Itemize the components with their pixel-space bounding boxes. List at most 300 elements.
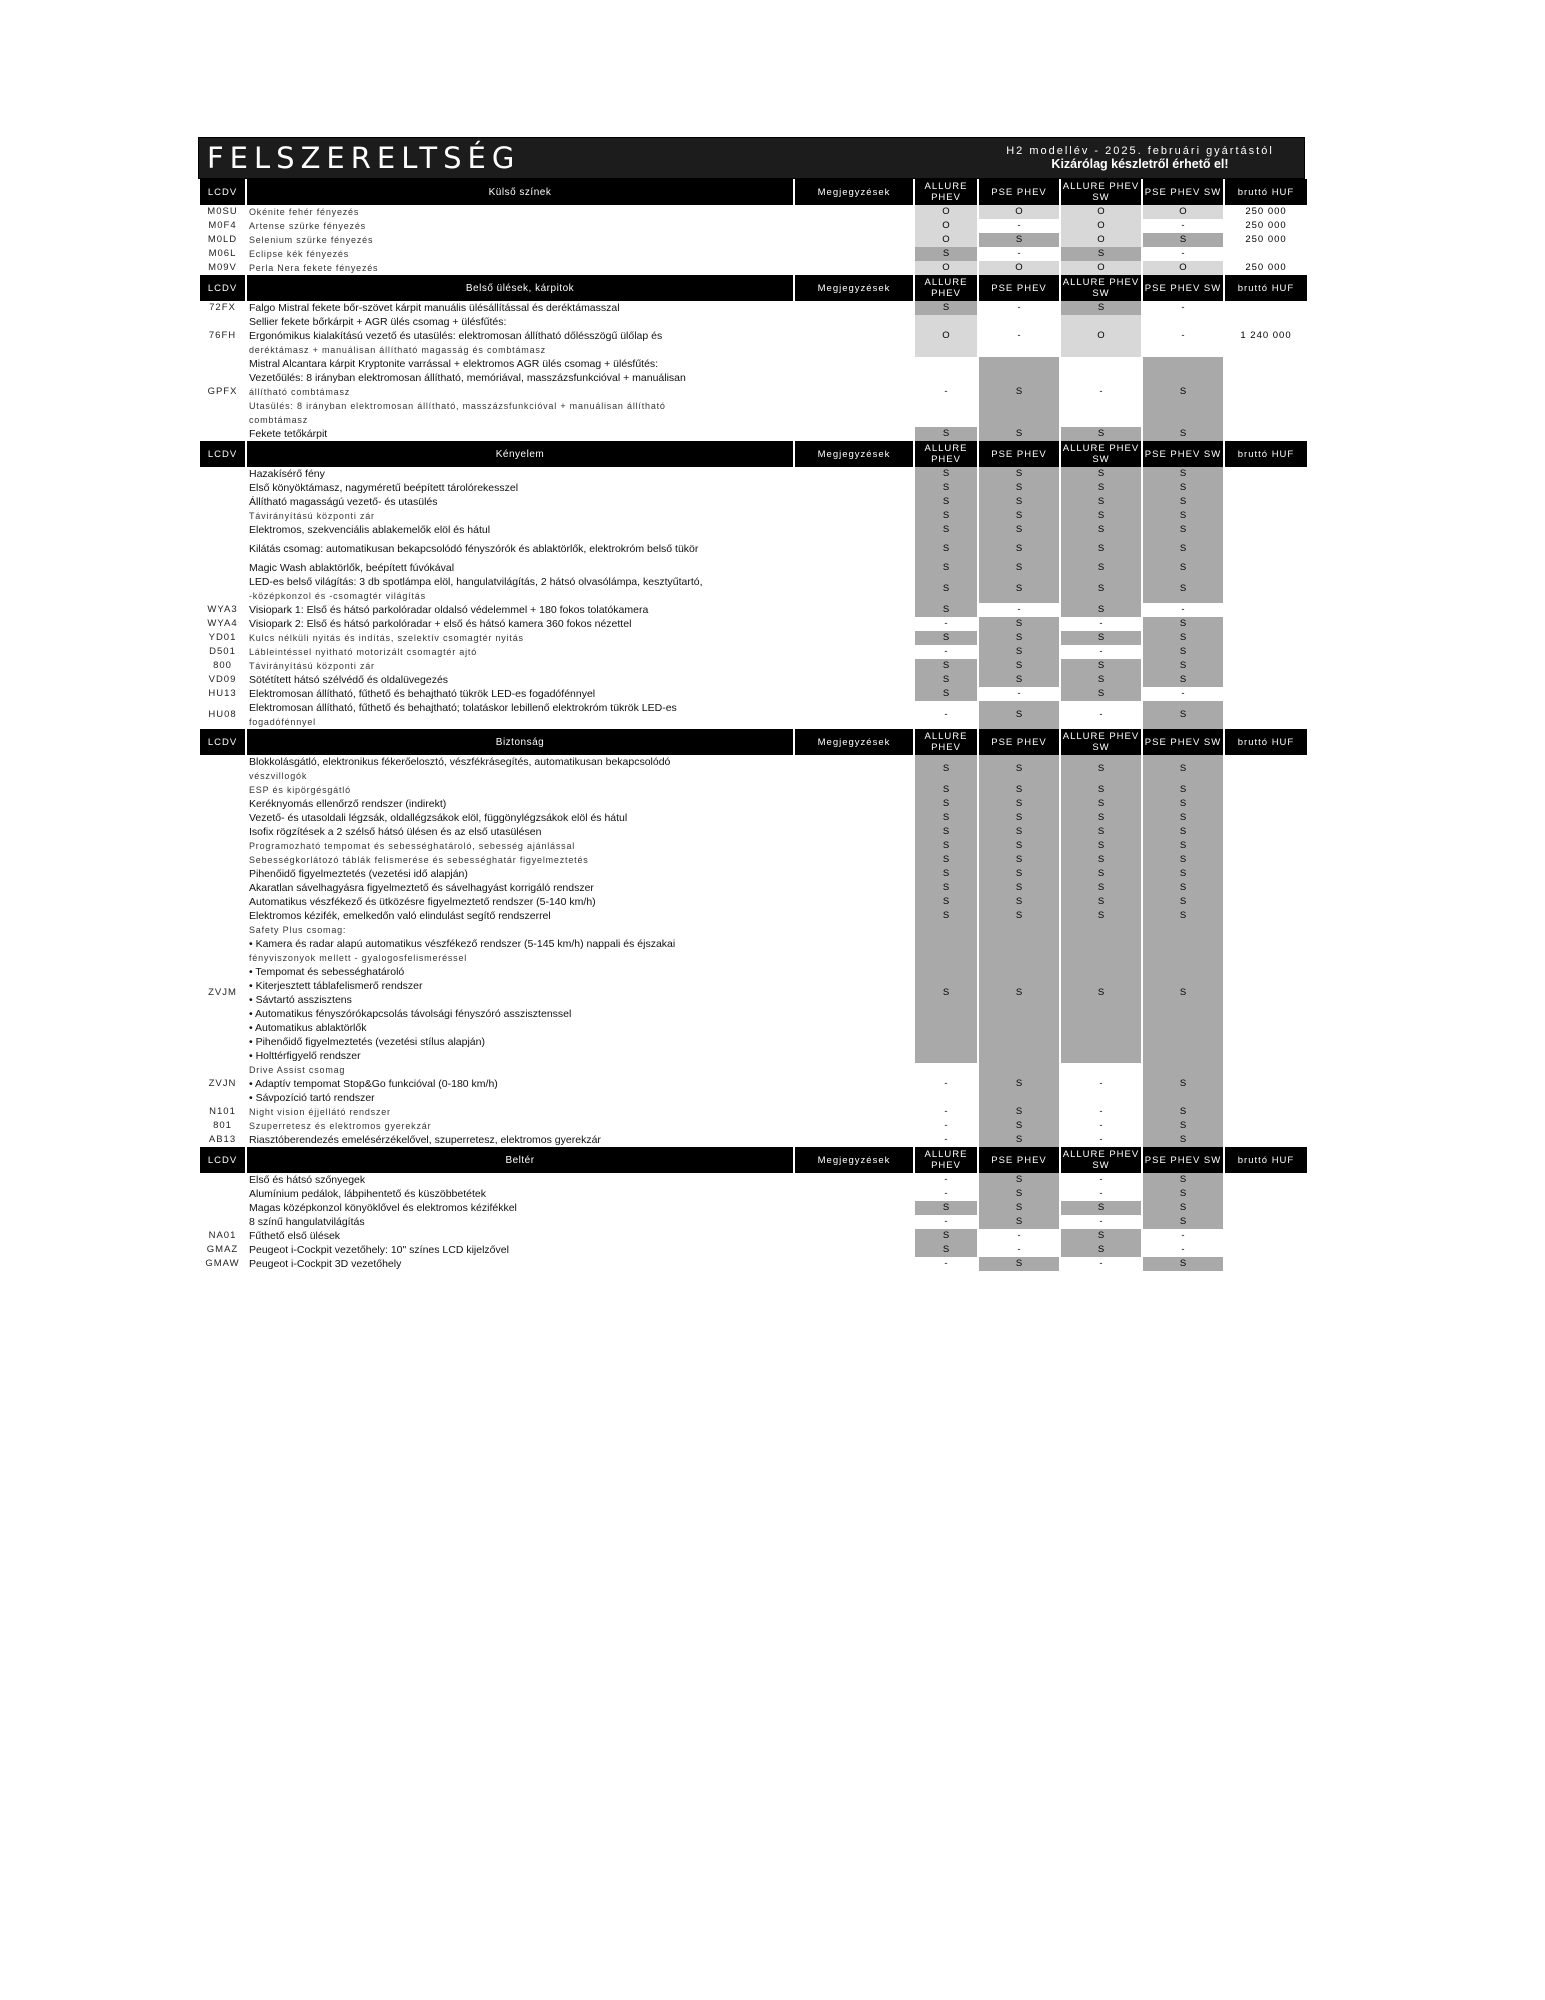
value-allure-phev-sw: S: [1061, 603, 1141, 617]
feature-description: [247, 881, 793, 895]
lcdv-code: WYA3: [207, 604, 238, 615]
lcdv-code: [200, 1201, 245, 1215]
description-line: Lábleintéssel nyitható motorizált csomagtér ajtó: [249, 647, 477, 657]
description-line: Selenium szürke fényezés: [249, 235, 374, 245]
lcdv-code: D501: [209, 646, 236, 657]
value-pse-phev: -: [979, 687, 1059, 701]
value-pse-phev-sw: S: [1143, 783, 1223, 797]
description-line: Riasztóberendezés emelésérzékelővel, szuperretesz, elektromos gyerekzár: [249, 1134, 601, 1146]
table-row: [200, 867, 1307, 881]
table-row: [200, 481, 1307, 495]
table-row: [200, 687, 1307, 701]
description-line: Perla Nera fekete fényezés: [249, 263, 379, 273]
value-pse-phev: -: [979, 603, 1059, 617]
value-allure-phev-sw: S: [1061, 301, 1141, 315]
value-pse-phev: S: [979, 233, 1059, 247]
table-row: [200, 673, 1307, 687]
value-allure-phev-sw: S: [1061, 811, 1141, 825]
value-pse-phev-sw: S: [1143, 427, 1223, 441]
description-line: Magic Wash ablaktörlők, beépített fúvókával: [249, 562, 455, 574]
value-allure-phev-sw: S: [1061, 895, 1141, 909]
value-pse-phev: S: [979, 701, 1059, 729]
value-pse-phev: S: [979, 1215, 1059, 1229]
value-pse-phev: S: [979, 797, 1059, 811]
price-cell: [1225, 631, 1307, 645]
value-pse-phev-sw: S: [1143, 755, 1223, 783]
lcdv-code: [200, 427, 245, 441]
feature-description: [247, 233, 793, 247]
lcdv-code: [200, 1187, 245, 1201]
lcdv-code: [200, 1173, 245, 1187]
value-allure-phev: S: [915, 603, 977, 617]
feature-description: [247, 481, 793, 495]
feature-description: [247, 261, 793, 275]
table-row: [200, 881, 1307, 895]
header-code: LCDV: [200, 441, 245, 467]
value-allure-phev: -: [915, 1133, 977, 1147]
description-line: Peugeot i-Cockpit vezetőhely: 10" színes LCD kijelzővel: [249, 1244, 509, 1256]
table-row: [200, 1105, 1307, 1119]
feature-description: [247, 1215, 793, 1229]
value-pse-phev: S: [979, 561, 1059, 575]
feature-description: [247, 1133, 793, 1147]
table-row: [200, 839, 1307, 853]
value-allure-phev-sw: S: [1061, 523, 1141, 537]
value-allure-phev: S: [915, 811, 977, 825]
price-cell: [1225, 575, 1307, 603]
value-allure-phev-sw: S: [1061, 881, 1141, 895]
header-price: bruttó HUF: [1225, 729, 1307, 755]
value-pse-phev: S: [979, 509, 1059, 523]
table-row: [200, 1133, 1307, 1147]
description-line: Fekete tetőkárpit: [249, 428, 328, 440]
table-row: [200, 617, 1307, 631]
value-allure-phev-sw: S: [1061, 659, 1141, 673]
remarks-cell: [795, 825, 913, 839]
feature-description: [247, 783, 793, 797]
header-trim-allure-phev: ALLURE PHEV: [915, 179, 977, 205]
value-pse-phev: -: [979, 247, 1059, 261]
value-allure-phev-sw: S: [1061, 1201, 1141, 1215]
price-cell: [1225, 617, 1307, 631]
lcdv-code: M0LD: [207, 234, 238, 245]
value-allure-phev-sw: -: [1061, 1063, 1141, 1105]
value-allure-phev: O: [915, 205, 977, 219]
value-allure-phev: S: [915, 909, 977, 923]
table-row: [200, 315, 1307, 357]
value-allure-phev-sw: S: [1061, 1229, 1141, 1243]
lcdv-code: GPFX: [207, 386, 238, 397]
value-allure-phev-sw: S: [1061, 561, 1141, 575]
lcdv-code: [200, 811, 245, 825]
value-allure-phev-sw: S: [1061, 673, 1141, 687]
price-cell: [1225, 1215, 1307, 1229]
value-pse-phev-sw: S: [1143, 537, 1223, 561]
title-bar: [198, 137, 1305, 179]
value-allure-phev-sw: S: [1061, 687, 1141, 701]
remarks-cell: [795, 603, 913, 617]
feature-description: [247, 645, 793, 659]
value-pse-phev: S: [979, 755, 1059, 783]
feature-description: [247, 315, 793, 357]
price-cell: [1225, 1257, 1307, 1271]
value-allure-phev-sw: -: [1061, 645, 1141, 659]
description-line: • Automatikus ablaktörlők: [249, 1022, 367, 1034]
value-allure-phev: -: [915, 357, 977, 427]
price-cell: [1225, 561, 1307, 575]
remarks-cell: [795, 755, 913, 783]
value-pse-phev-sw: S: [1143, 895, 1223, 909]
description-line: Safety Plus csomag:: [249, 925, 347, 935]
value-pse-phev-sw: S: [1143, 825, 1223, 839]
table-row: [200, 1257, 1307, 1271]
description-line: Falgo Mistral fekete bőr-szövet kárpit manuális ülésállítással és deréktámasszal: [249, 302, 620, 314]
description-line: ESP és kipörgésgátló: [249, 785, 351, 795]
description-line: • Sávpozíció tartó rendszer: [249, 1092, 375, 1104]
value-pse-phev: S: [979, 909, 1059, 923]
value-allure-phev: S: [915, 631, 977, 645]
value-pse-phev: S: [979, 1187, 1059, 1201]
value-pse-phev-sw: S: [1143, 839, 1223, 853]
table-row: [200, 495, 1307, 509]
price-cell: [1225, 673, 1307, 687]
table-row: [200, 1229, 1307, 1243]
value-allure-phev-sw: S: [1061, 537, 1141, 561]
value-pse-phev: S: [979, 1173, 1059, 1187]
value-pse-phev-sw: S: [1143, 1133, 1223, 1147]
description-line: Sötétített hátsó szélvédő és oldalüvegezés: [249, 674, 449, 686]
value-pse-phev-sw: S: [1143, 481, 1223, 495]
value-allure-phev: -: [915, 1257, 977, 1271]
description-line: 8 színű hangulatvilágítás: [249, 1216, 365, 1228]
table-row: [200, 1201, 1307, 1215]
remarks-cell: [795, 687, 913, 701]
lcdv-code: [200, 783, 245, 797]
lcdv-code: GMAZ: [206, 1244, 239, 1255]
value-allure-phev: S: [915, 797, 977, 811]
value-pse-phev-sw: S: [1143, 701, 1223, 729]
value-allure-phev: S: [915, 495, 977, 509]
lcdv-code: N101: [209, 1106, 236, 1117]
value-pse-phev: S: [979, 783, 1059, 797]
feature-description: [247, 247, 793, 261]
header-remarks: Megjegyzések: [795, 179, 913, 205]
feature-description: [247, 853, 793, 867]
value-allure-phev-sw: -: [1061, 617, 1141, 631]
lcdv-code: [200, 467, 245, 481]
value-pse-phev-sw: S: [1143, 867, 1223, 881]
value-allure-phev-sw: O: [1061, 205, 1141, 219]
value-pse-phev: S: [979, 523, 1059, 537]
value-pse-phev: S: [979, 1063, 1059, 1105]
value-pse-phev-sw: S: [1143, 575, 1223, 603]
description-line: Kulcs nélküli nyitás és indítás, szelektív csomagtér nyitás: [249, 633, 524, 643]
table-row: [200, 1063, 1307, 1105]
value-pse-phev: S: [979, 1201, 1059, 1215]
feature-description: [247, 1119, 793, 1133]
table-row: [200, 1119, 1307, 1133]
price-cell: [1225, 881, 1307, 895]
value-allure-phev-sw: -: [1061, 701, 1141, 729]
description-line: Elektromosan állítható, fűthető és behajtható tükrök LED-es fogadófénnyel: [249, 688, 596, 700]
value-allure-phev-sw: S: [1061, 509, 1141, 523]
value-allure-phev-sw: S: [1061, 467, 1141, 481]
description-line: Sebességkorlátozó táblák felismerése és sebességhatár figyelmeztetés: [249, 855, 589, 865]
remarks-cell: [795, 811, 913, 825]
value-pse-phev: S: [979, 427, 1059, 441]
value-pse-phev: S: [979, 1119, 1059, 1133]
feature-description: [247, 301, 793, 315]
value-pse-phev-sw: S: [1143, 495, 1223, 509]
table-row: [200, 825, 1307, 839]
value-allure-phev: S: [915, 687, 977, 701]
section-title: Külső színek: [247, 179, 793, 205]
remarks-cell: [795, 261, 913, 275]
remarks-cell: [795, 1257, 913, 1271]
value-allure-phev-sw: O: [1061, 261, 1141, 275]
feature-description: [247, 923, 793, 1063]
header-code: LCDV: [200, 275, 245, 301]
feature-description: [247, 839, 793, 853]
header-remarks: Megjegyzések: [795, 1147, 913, 1173]
description-line: • Automatikus fényszórókapcsolás távolsági fényszóró asszisztenssel: [249, 1008, 572, 1020]
value-pse-phev-sw: S: [1143, 523, 1223, 537]
value-allure-phev: S: [915, 537, 977, 561]
table-row: [200, 783, 1307, 797]
table-row: [200, 603, 1307, 617]
remarks-cell: [795, 631, 913, 645]
table-row: [200, 509, 1307, 523]
description-line: • Sávtartó asszisztens: [249, 994, 352, 1006]
feature-description: [247, 603, 793, 617]
value-allure-phev-sw: -: [1061, 357, 1141, 427]
value-allure-phev: -: [915, 1215, 977, 1229]
value-allure-phev: O: [915, 219, 977, 233]
value-allure-phev: S: [915, 509, 977, 523]
price-cell: [1225, 357, 1307, 427]
header-trim-pse-phev: PSE PHEV: [979, 179, 1059, 205]
feature-description: [247, 1187, 793, 1201]
remarks-cell: [795, 509, 913, 523]
description-line: Vezetőülés: 8 irányban elektromosan állítható, memóriával, masszázsfunkcióval + manuálisan: [249, 372, 686, 384]
header-remarks: Megjegyzések: [795, 441, 913, 467]
price-cell: [1225, 909, 1307, 923]
price-cell: [1225, 509, 1307, 523]
price-cell: [1225, 867, 1307, 881]
lcdv-code: [200, 481, 245, 495]
feature-description: [247, 755, 793, 783]
description-line: Távirányítású központi zár: [249, 511, 375, 521]
value-pse-phev: -: [979, 301, 1059, 315]
header-trim-allure-phev: ALLURE PHEV: [915, 275, 977, 301]
remarks-cell: [795, 481, 913, 495]
table-row: [200, 1187, 1307, 1201]
table-row: [200, 895, 1307, 909]
table-row: [200, 923, 1307, 1063]
table-row: [200, 755, 1307, 783]
equipment-document: [198, 137, 1305, 1271]
lcdv-code: [200, 509, 245, 523]
description-line: Első és hátsó szőnyegek: [249, 1174, 366, 1186]
table-row: [200, 301, 1307, 315]
value-pse-phev-sw: -: [1143, 315, 1223, 357]
description-line: fogadófénnyel: [249, 717, 316, 727]
price-cell: 250 000: [1245, 234, 1287, 245]
value-allure-phev: S: [915, 1201, 977, 1215]
value-pse-phev: S: [979, 631, 1059, 645]
value-pse-phev-sw: S: [1143, 909, 1223, 923]
lcdv-code: ZVJN: [208, 1078, 237, 1089]
value-allure-phev: S: [915, 853, 977, 867]
value-allure-phev: S: [915, 1243, 977, 1257]
value-allure-phev: -: [915, 617, 977, 631]
feature-description: [247, 895, 793, 909]
price-cell: [1225, 783, 1307, 797]
value-allure-phev-sw: O: [1061, 315, 1141, 357]
description-line: Elektromos kézifék, emelkedőn való elindulást segítő rendszerrel: [249, 910, 551, 922]
table-row: [200, 205, 1307, 219]
header-trim-pse-phev: PSE PHEV: [979, 1147, 1059, 1173]
section-title: Biztonság: [247, 729, 793, 755]
value-allure-phev-sw: S: [1061, 495, 1141, 509]
value-pse-phev-sw: S: [1143, 1119, 1223, 1133]
remarks-cell: [795, 659, 913, 673]
header-trim-pse-phev: PSE PHEV: [979, 441, 1059, 467]
description-line: Utasülés: 8 irányban elektromosan állítható, masszázsfunkcióval + manuálisan állítható: [249, 401, 666, 411]
value-allure-phev: -: [915, 1105, 977, 1119]
value-allure-phev-sw: S: [1061, 1243, 1141, 1257]
value-allure-phev: S: [915, 523, 977, 537]
header-trim-allure-phev-sw: ALLURE PHEV SW: [1062, 731, 1140, 753]
description-line: Hazakísérő fény: [249, 468, 325, 480]
feature-description: [247, 825, 793, 839]
value-pse-phev-sw: -: [1143, 1243, 1223, 1257]
description-line: Sellier fekete bőrkárpit + AGR ülés csomag + ülésfűtés:: [249, 316, 507, 328]
lcdv-code: GMAW: [205, 1258, 240, 1269]
feature-description: [247, 687, 793, 701]
value-allure-phev-sw: -: [1061, 1173, 1141, 1187]
value-allure-phev: S: [915, 923, 977, 1063]
lcdv-code: [200, 825, 245, 839]
price-cell: [1225, 1229, 1307, 1243]
remarks-cell: [795, 427, 913, 441]
value-pse-phev-sw: -: [1143, 247, 1223, 261]
value-allure-phev-sw: -: [1061, 1105, 1141, 1119]
description-line: -középkonzol és -csomagtér világítás: [249, 591, 426, 601]
lcdv-code: HU13: [208, 688, 237, 699]
header-trim-allure-phev-sw: ALLURE PHEV SW: [1062, 181, 1140, 203]
value-pse-phev-sw: S: [1143, 811, 1223, 825]
description-line: Pihenőidő figyelmeztetés (vezetési idő alapján): [249, 868, 468, 880]
feature-description: [247, 495, 793, 509]
lcdv-code: M06L: [208, 248, 237, 259]
description-line: Ergonómikus kialakítású vezető és utasülés: elektromosan állítható dőlésszögű ülőlap és: [249, 330, 663, 342]
price-cell: [1225, 659, 1307, 673]
value-pse-phev-sw: S: [1143, 1063, 1223, 1105]
value-allure-phev: S: [915, 247, 977, 261]
value-pse-phev-sw: -: [1143, 603, 1223, 617]
remarks-cell: [795, 561, 913, 575]
lcdv-code: AB13: [208, 1134, 237, 1145]
header-trim-allure-phev: ALLURE PHEV: [915, 729, 977, 755]
value-pse-phev-sw: S: [1143, 645, 1223, 659]
price-cell: [1225, 811, 1307, 825]
value-allure-phev-sw: S: [1061, 909, 1141, 923]
value-allure-phev-sw: -: [1061, 1187, 1141, 1201]
price-cell: [1225, 481, 1307, 495]
description-line: Peugeot i-Cockpit 3D vezetőhely: [249, 1258, 402, 1270]
value-allure-phev-sw: S: [1061, 923, 1141, 1063]
header-trim-allure-phev-sw: ALLURE PHEV SW: [1062, 443, 1140, 465]
feature-description: [247, 561, 793, 575]
price-cell: [1225, 853, 1307, 867]
value-allure-phev-sw: S: [1061, 867, 1141, 881]
value-pse-phev: S: [979, 357, 1059, 427]
value-allure-phev: S: [915, 561, 977, 575]
value-allure-phev-sw: -: [1061, 1133, 1141, 1147]
value-allure-phev: -: [915, 1173, 977, 1187]
value-pse-phev-sw: S: [1143, 233, 1223, 247]
feature-description: [247, 467, 793, 481]
feature-description: [247, 575, 793, 603]
lcdv-code: 800: [213, 660, 232, 671]
header-price: bruttó HUF: [1225, 441, 1307, 467]
price-cell: [1225, 1119, 1307, 1133]
header-trim-pse-phev: PSE PHEV: [979, 729, 1059, 755]
table-row: [200, 357, 1307, 427]
value-pse-phev: S: [979, 867, 1059, 881]
price-cell: 250 000: [1245, 206, 1287, 217]
value-pse-phev-sw: S: [1143, 1215, 1223, 1229]
table-row: [200, 261, 1307, 275]
description-line: vészvillogók: [249, 771, 308, 781]
header-trim-allure-phev: ALLURE PHEV: [915, 441, 977, 467]
remarks-cell: [795, 839, 913, 853]
remarks-cell: [795, 701, 913, 729]
value-allure-phev: -: [915, 1119, 977, 1133]
description-line: Elektromosan állítható, fűthető és behajtható; tolatáskor lebillenő elektrokróm tükrök LED-es: [249, 702, 677, 714]
remarks-cell: [795, 575, 913, 603]
feature-description: [247, 1201, 793, 1215]
section-header: [200, 729, 1307, 755]
value-pse-phev: S: [979, 1133, 1059, 1147]
value-allure-phev: S: [915, 481, 977, 495]
description-line: Okénite fehér fényezés: [249, 207, 360, 217]
description-line: Mistral Alcantara kárpit Kryptonite varrással + elektromos AGR ülés csomag + ülésfűtés:: [249, 358, 659, 370]
value-pse-phev-sw: S: [1143, 1105, 1223, 1119]
remarks-cell: [795, 853, 913, 867]
price-cell: [1225, 427, 1307, 441]
price-cell: [1225, 701, 1307, 729]
description-line: • Kiterjesztett táblafelismerő rendszer: [249, 980, 423, 992]
description-line: állítható combtámasz: [249, 387, 351, 397]
description-line: Keréknyomás ellenőrző rendszer (indirekt): [249, 798, 447, 810]
remarks-cell: [795, 205, 913, 219]
feature-description: [247, 219, 793, 233]
value-pse-phev-sw: S: [1143, 631, 1223, 645]
lcdv-code: [200, 909, 245, 923]
price-cell: 250 000: [1245, 262, 1287, 273]
value-allure-phev: S: [915, 301, 977, 315]
value-allure-phev-sw: S: [1061, 839, 1141, 853]
value-pse-phev-sw: S: [1143, 617, 1223, 631]
value-pse-phev: S: [979, 825, 1059, 839]
lcdv-code: 76FH: [208, 330, 237, 341]
price-cell: [1225, 603, 1307, 617]
description-line: • Kamera és radar alapú automatikus vészfékező rendszer (5-145 km/h) nappali és éjszakai: [249, 938, 676, 950]
table-row: [200, 219, 1307, 233]
price-cell: [1225, 645, 1307, 659]
